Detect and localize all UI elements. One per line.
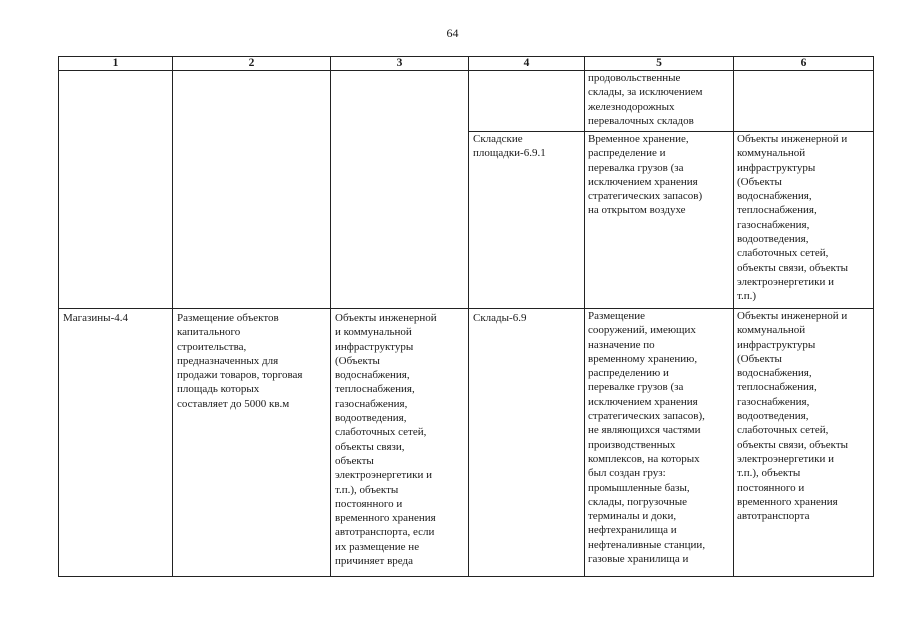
cell-r1-c5: продовольственные склады, за исключением железнодорожных перевалочных складов — [585, 71, 734, 132]
cell-r2-c6: Объекты инженерной и коммунальной инфраструктуры (Объекты водоснабжения, теплоснабжения, газоснабжения, водоотведения, слаботочных сетей, объекты связи, объекты электроэнергетики и т.п.) — [734, 132, 874, 309]
column-header-4: 4 — [469, 57, 585, 71]
zoning-table — [58, 56, 874, 577]
column-header-3: 3 — [331, 57, 469, 71]
cell-r2-c5: Временное хранение, распределение и перевалка грузов (за исключением хранения стратегических запасов) на открытом воздухе — [585, 132, 734, 309]
cell-r1-c3 — [331, 71, 469, 309]
cell-r3-c6: Объекты инженерной и коммунальной инфраструктуры (Объекты водоснабжения, теплоснабжения, газоснабжения, водоотведения, слаботочных сетей, объекты связи, объекты электроэнергетики и т.п.), объекты постоянного и временного хранения автотранспорта — [734, 309, 874, 577]
table-row — [59, 309, 874, 577]
cell-r1-c4 — [469, 71, 585, 132]
table-row — [59, 71, 874, 132]
cell-r3-c2: Размещение объектов капитального строительства, предназначенных для продажи товаров, торговая площадь которых составляет до 5000 кв.м — [173, 309, 331, 577]
cell-r3-c3: Объекты инженерной и коммунальной инфраструктуры (Объекты водоснабжения, теплоснабжения, газоснабжения, водоотведения, слаботочных сетей, объекты связи, объекты электроэнергетики и т.п.), объекты постоянного и временного хранения автотранспорта, если их размещение не причиняет вреда — [331, 309, 469, 577]
column-header-5: 5 — [585, 57, 734, 71]
cell-r1-c2 — [173, 71, 331, 309]
column-header-1: 1 — [59, 57, 173, 71]
cell-r3-c4: Склады-6.9 — [469, 309, 585, 577]
column-header-6: 6 — [734, 57, 874, 71]
cell-r3-c1: Магазины-4.4 — [59, 309, 173, 577]
cell-r3-c5: Размещение сооружений, имеющих назначение по временному хранению, распределению и перевалке грузов (за исключением хранения стратегических запасов), не являющихся частями производственных комплексов, на которых был создан груз: промышленные базы, склады, погрузочные терминалы и доки, нефтехранилища и нефтеналивные станции, газовые хранилища и — [585, 309, 734, 577]
table-header-row — [59, 57, 874, 71]
cell-r1-c1 — [59, 71, 173, 309]
cell-r1-c6 — [734, 71, 874, 132]
column-header-2: 2 — [173, 57, 331, 71]
page-number: 64 — [446, 26, 459, 40]
cell-r2-c4: Складские площадки-6.9.1 — [469, 132, 585, 309]
